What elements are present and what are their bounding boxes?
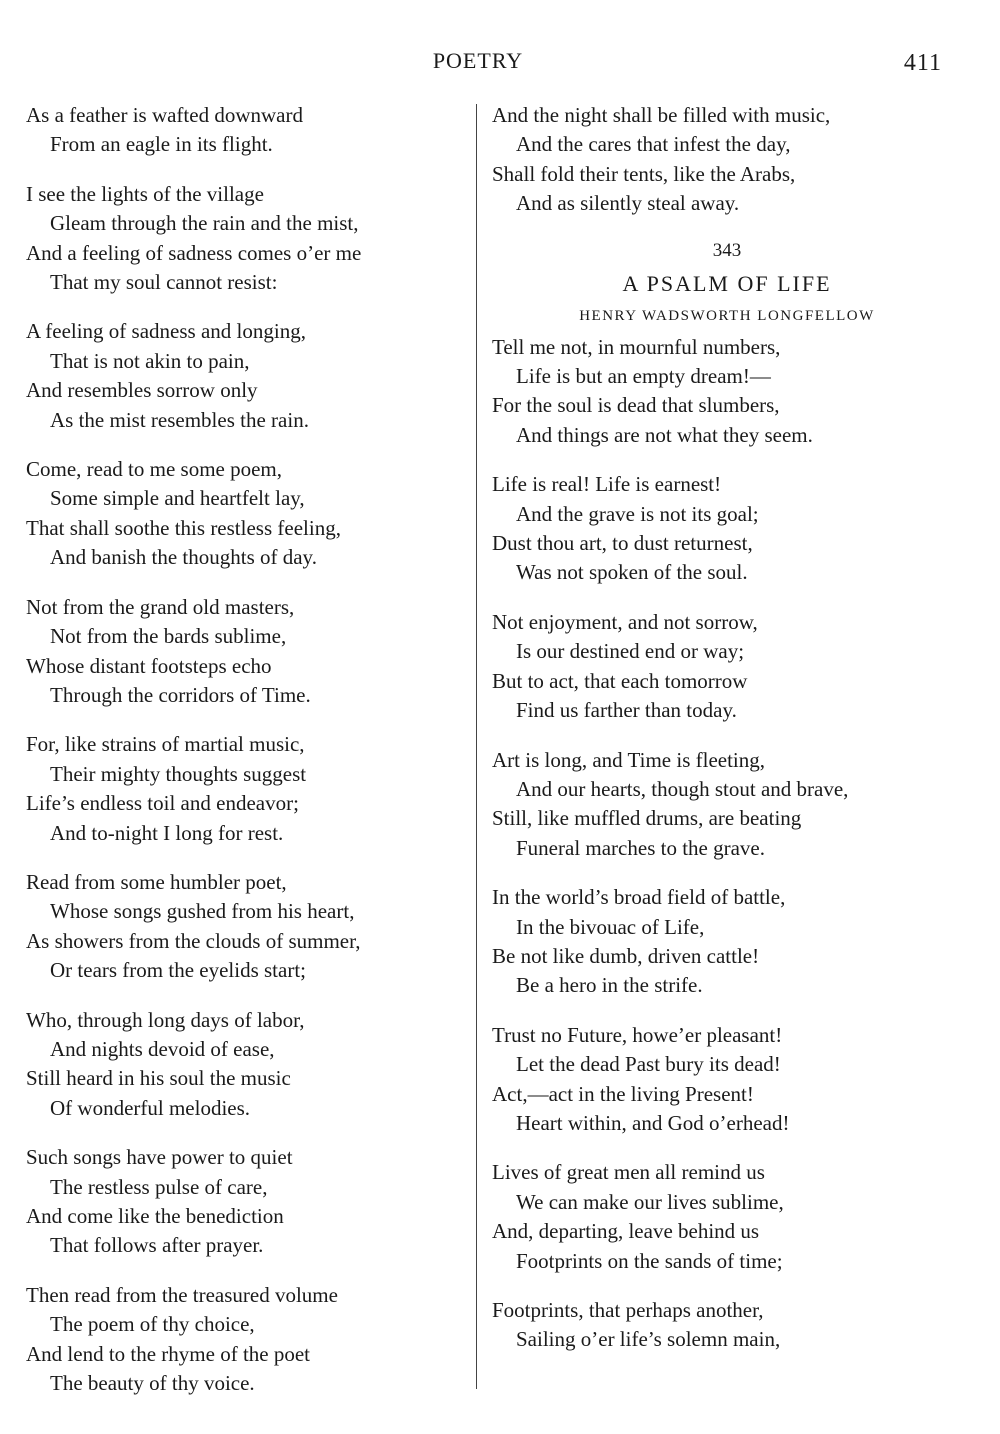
stanza xyxy=(492,470,962,588)
stanza xyxy=(26,317,471,435)
stanza xyxy=(492,746,962,864)
verse-line: But to act, that each tomorrow xyxy=(492,668,748,693)
verse-line: Shall fold their tents, like the Arabs, xyxy=(492,161,796,186)
verse-line: Or tears from the eyelids start; xyxy=(50,958,306,983)
stanza xyxy=(26,730,471,848)
verse-line: For the soul is dead that slumbers, xyxy=(492,393,780,418)
verse-line: I see the lights of the village xyxy=(26,181,264,206)
verse-line: And, departing, leave behind us xyxy=(492,1219,760,1244)
verse-line: And banish the thoughts of day. xyxy=(50,545,317,570)
verse-line: Through the corridors of Time. xyxy=(50,682,311,707)
verse-line: That is not akin to pain, xyxy=(50,348,250,373)
verse-line: The beauty of thy voice. xyxy=(50,1371,255,1396)
stanza xyxy=(26,180,471,298)
verse-line: Such songs have power to quiet xyxy=(26,1145,293,1170)
poem-author: HENRY WADSWORTH LONGFELLOW xyxy=(579,307,875,324)
verse-line: Of wonderful melodies. xyxy=(50,1095,251,1120)
stanza xyxy=(492,1158,962,1276)
verse-line: Be not like dumb, driven cattle! xyxy=(492,943,760,968)
verse-line: That shall soothe this restless feeling, xyxy=(26,515,341,540)
verse-line: Life is real! Life is earnest! xyxy=(492,472,722,497)
verse-line: Life’s endless toil and endeavor; xyxy=(26,791,299,816)
stanza xyxy=(492,101,962,219)
verse-line: Not from the bards sublime, xyxy=(50,624,287,649)
verse-line: Not from the grand old masters, xyxy=(26,594,295,619)
verse-line: Who, through long days of labor, xyxy=(26,1007,305,1032)
verse-line: And our hearts, though stout and brave, xyxy=(516,776,849,801)
verse-line: A feeling of sadness and longing, xyxy=(26,319,306,344)
verse-line: And as silently steal away. xyxy=(516,191,740,216)
verse-line: Let the dead Past bury its dead! xyxy=(516,1052,781,1077)
verse-line: Some simple and heartfelt lay, xyxy=(50,486,305,511)
verse-line: Tell me not, in mournful numbers, xyxy=(492,334,781,359)
stanza xyxy=(492,333,962,451)
verse-line: The restless pulse of care, xyxy=(50,1174,268,1199)
verse-line: Their mighty thoughts suggest xyxy=(50,761,307,786)
verse-line: And resembles sorrow only xyxy=(26,378,258,403)
verse-line: As showers from the clouds of summer, xyxy=(26,928,361,953)
verse-line: And things are not what they seem. xyxy=(516,422,813,447)
verse-line: Dust thou art, to dust returnest, xyxy=(492,531,753,556)
verse-line: Heart within, and God o’erhead! xyxy=(516,1110,790,1135)
verse-line: And come like the benediction xyxy=(26,1204,284,1228)
verse-line: Sailing o’er life’s solemn main, xyxy=(516,1327,781,1352)
verse-line: Still heard in his soul the music xyxy=(26,1066,291,1091)
column-divider xyxy=(476,104,477,1389)
verse-line: Art is long, and Time is fleeting, xyxy=(492,747,765,772)
page-title: POETRY xyxy=(432,48,524,73)
verse-line: As the mist resembles the rain. xyxy=(50,407,309,432)
verse-line: And nights devoid of ease, xyxy=(50,1036,275,1061)
verse-line: In the bivouac of Life, xyxy=(516,914,705,939)
verse-line: That follows after prayer. xyxy=(50,1233,264,1258)
stanza xyxy=(26,455,471,573)
verse-line: Trust no Future, howe’er pleasant! xyxy=(492,1022,783,1047)
verse-line: Whose distant footsteps echo xyxy=(26,653,272,678)
stanza xyxy=(492,608,962,726)
verse-line: The poem of thy choice, xyxy=(50,1312,255,1337)
page-number: 411 xyxy=(903,50,942,76)
verse-line: And a feeling of sadness comes o’er me xyxy=(26,240,362,265)
verse-line: Life is but an empty dream!— xyxy=(516,364,771,389)
verse-line: Was not spoken of the soul. xyxy=(516,560,748,585)
stanza xyxy=(492,1296,962,1355)
verse-line: In the world’s broad field of battle, xyxy=(492,885,786,910)
left-column xyxy=(26,101,471,1418)
stanza xyxy=(26,1143,471,1261)
verse-line: Footprints, that perhaps another, xyxy=(492,1298,764,1322)
verse-line: For, like strains of martial music, xyxy=(26,732,305,757)
verse-line: Still, like muffled drums, are beating xyxy=(492,806,802,831)
poem-number: 343 xyxy=(712,239,742,261)
running-head xyxy=(0,48,1000,80)
verse-line: Be a hero in the strife. xyxy=(516,973,703,998)
stanza xyxy=(26,593,471,711)
verse-line: And to-night I long for rest. xyxy=(50,820,284,845)
verse-line: And the grave is not its goal; xyxy=(516,501,759,526)
verse-line: Whose songs gushed from his heart, xyxy=(50,899,355,924)
stanza xyxy=(492,1021,962,1139)
verse-line: Is our destined end or way; xyxy=(516,639,745,664)
verse-line: Funeral marches to the grave. xyxy=(516,835,765,860)
verse-line: Come, read to me some poem, xyxy=(26,457,283,482)
verse-line: Lives of great men all remind us xyxy=(492,1160,765,1185)
verse-line: Read from some humbler poet, xyxy=(26,869,287,894)
verse-line: And the night shall be filled with music, xyxy=(492,103,831,127)
stanza xyxy=(492,883,962,1001)
stanza xyxy=(26,1006,471,1124)
verse-line: And the cares that infest the day, xyxy=(516,132,791,157)
verse-line: Then read from the treasured volume xyxy=(26,1282,338,1307)
stanza xyxy=(26,101,471,160)
verse-line: As a feather is wafted downward xyxy=(26,103,303,127)
poem-title: A PSALM OF LIFE xyxy=(622,270,832,296)
verse-line: Find us farther than today. xyxy=(516,698,737,723)
verse-line: And lend to the rhyme of the poet xyxy=(26,1341,311,1366)
stanza xyxy=(26,868,471,986)
verse-line: From an eagle in its flight. xyxy=(50,132,273,157)
right-column xyxy=(492,101,962,1375)
verse-line: Gleam through the rain and the mist, xyxy=(50,211,359,236)
verse-line: Act,—act in the living Present! xyxy=(492,1081,754,1106)
verse-line: That my soul cannot resist: xyxy=(50,270,278,295)
verse-line: Footprints on the sands of time; xyxy=(516,1248,783,1273)
verse-line: Not enjoyment, and not sorrow, xyxy=(492,609,758,634)
stanza xyxy=(26,1281,471,1399)
verse-line: We can make our lives sublime, xyxy=(516,1189,784,1214)
